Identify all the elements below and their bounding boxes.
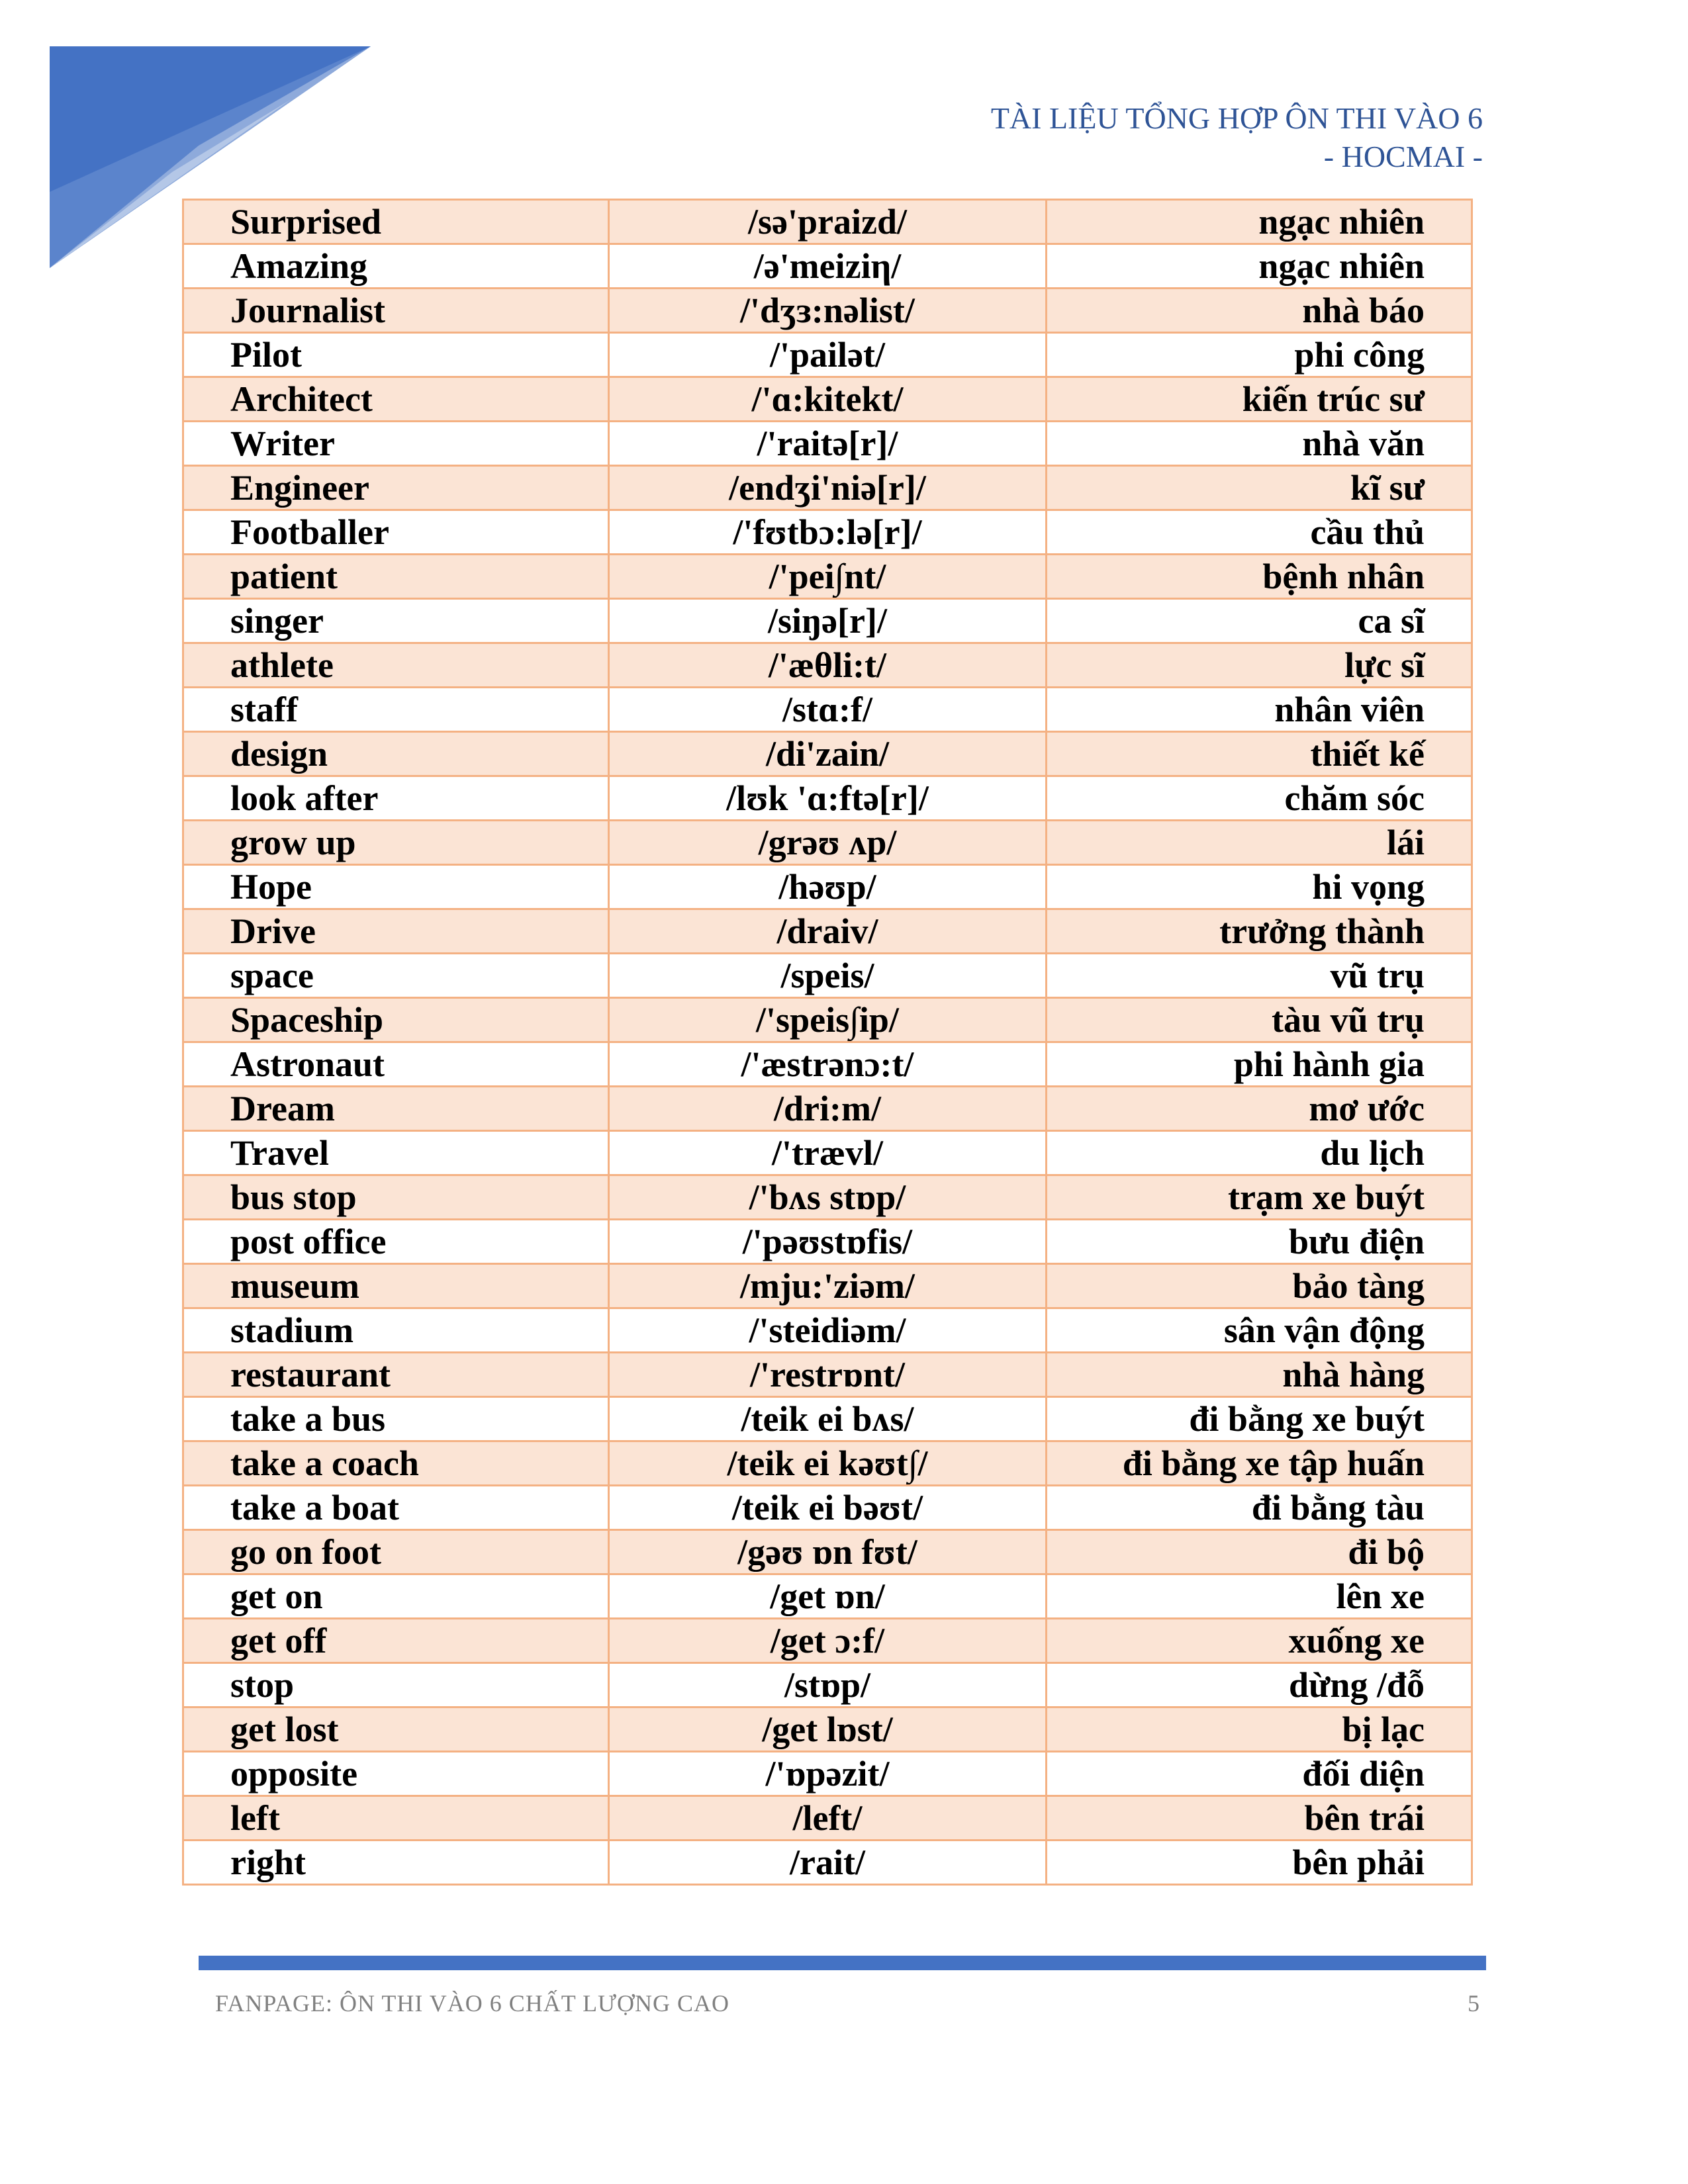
table-row xyxy=(183,333,1472,377)
table-row xyxy=(183,1841,1472,1885)
meaning-cell: nhà báo xyxy=(1047,289,1472,333)
table-row xyxy=(183,289,1472,333)
word-cell: get off xyxy=(183,1619,609,1663)
table-row xyxy=(183,555,1472,599)
meaning-cell: trạm xe buýt xyxy=(1047,1175,1472,1220)
meaning-cell: đi bằng xe tập huấn xyxy=(1047,1441,1472,1486)
meaning-cell: chăm sóc xyxy=(1047,776,1472,821)
word-cell: post office xyxy=(183,1220,609,1264)
meaning-cell: tàu vũ trụ xyxy=(1047,998,1472,1042)
meaning-cell: thiết kế xyxy=(1047,732,1472,776)
ipa-cell: /di'zain/ xyxy=(608,732,1047,776)
meaning-cell: phi hành gia xyxy=(1047,1042,1472,1087)
table-row xyxy=(183,998,1472,1042)
word-cell: take a bus xyxy=(183,1397,609,1441)
table-row xyxy=(183,1796,1472,1841)
table-row xyxy=(183,909,1472,954)
table-row xyxy=(183,732,1472,776)
word-cell: Architect xyxy=(183,377,609,422)
table-row xyxy=(183,1441,1472,1486)
ipa-cell: /speis/ xyxy=(608,954,1047,998)
meaning-cell: kiến trúc sư xyxy=(1047,377,1472,422)
ipa-cell: /'ɑ:kitekt/ xyxy=(608,377,1047,422)
ipa-cell: /get ɔ:f/ xyxy=(608,1619,1047,1663)
meaning-cell: đi bộ xyxy=(1047,1530,1472,1574)
word-cell: get on xyxy=(183,1574,609,1619)
word-cell: restaurant xyxy=(183,1353,609,1397)
meaning-cell: du lịch xyxy=(1047,1131,1472,1175)
table-row xyxy=(183,599,1472,643)
word-cell: bus stop xyxy=(183,1175,609,1220)
word-cell: look after xyxy=(183,776,609,821)
word-cell: opposite xyxy=(183,1752,609,1796)
ipa-cell: /sə'praizd/ xyxy=(608,200,1047,244)
word-cell: Dream xyxy=(183,1087,609,1131)
word-cell: patient xyxy=(183,555,609,599)
ipa-cell: /'æstrənɔ:t/ xyxy=(608,1042,1047,1087)
ipa-cell: /'ɒpəzit/ xyxy=(608,1752,1047,1796)
vocabulary-table-body xyxy=(183,200,1472,1885)
word-cell: staff xyxy=(183,688,609,732)
meaning-cell: cầu thủ xyxy=(1047,510,1472,555)
table-row xyxy=(183,643,1472,688)
ipa-cell: /siŋə[r]/ xyxy=(608,599,1047,643)
ipa-cell: /həʊp/ xyxy=(608,865,1047,909)
word-cell: Pilot xyxy=(183,333,609,377)
table-row xyxy=(183,200,1472,244)
header-subtitle: - HOCMAI - xyxy=(1323,140,1483,173)
ipa-cell: /grəʊ ʌp/ xyxy=(608,821,1047,865)
table-row xyxy=(183,1308,1472,1353)
ipa-cell: /draiv/ xyxy=(608,909,1047,954)
ipa-cell: /'fʊtbɔ:lə[r]/ xyxy=(608,510,1047,555)
ipa-cell: /'speis∫ip/ xyxy=(608,998,1047,1042)
word-cell: left xyxy=(183,1796,609,1841)
ipa-cell: /'trævl/ xyxy=(608,1131,1047,1175)
footer-fanpage-text: FANPAGE: ÔN THI VÀO 6 CHẤT LƯỢNG CAO xyxy=(215,1990,729,2017)
ipa-cell: /gəʊ ɒn fʊt/ xyxy=(608,1530,1047,1574)
word-cell: stadium xyxy=(183,1308,609,1353)
ipa-cell: /rait/ xyxy=(608,1841,1047,1885)
table-row xyxy=(183,1619,1472,1663)
table-row xyxy=(183,1087,1472,1131)
word-cell: take a coach xyxy=(183,1441,609,1486)
word-cell: take a boat xyxy=(183,1486,609,1530)
table-row xyxy=(183,510,1472,555)
table-row xyxy=(183,688,1472,732)
meaning-cell: ngạc nhiên xyxy=(1047,200,1472,244)
ipa-cell: /'æθli:t/ xyxy=(608,643,1047,688)
ipa-cell: /endʒi'niə[r]/ xyxy=(608,466,1047,510)
word-cell: singer xyxy=(183,599,609,643)
meaning-cell: lái xyxy=(1047,821,1472,865)
ipa-cell: /teik ei kəʊt∫/ xyxy=(608,1441,1047,1486)
meaning-cell: hi vọng xyxy=(1047,865,1472,909)
table-row xyxy=(183,1264,1472,1308)
word-cell: stop xyxy=(183,1663,609,1707)
ipa-cell: /'steidiəm/ xyxy=(608,1308,1047,1353)
ipa-cell: /stɑ:f/ xyxy=(608,688,1047,732)
word-cell: museum xyxy=(183,1264,609,1308)
table-row xyxy=(183,1042,1472,1087)
ipa-cell: /'pəʊstɒfis/ xyxy=(608,1220,1047,1264)
table-row xyxy=(183,1397,1472,1441)
meaning-cell: dừng /đỗ xyxy=(1047,1663,1472,1707)
ipa-cell: /get lɒst/ xyxy=(608,1707,1047,1752)
word-cell: get lost xyxy=(183,1707,609,1752)
meaning-cell: lực sĩ xyxy=(1047,643,1472,688)
meaning-cell: bên phải xyxy=(1047,1841,1472,1885)
meaning-cell: đi bằng xe buýt xyxy=(1047,1397,1472,1441)
header-title: TÀI LIỆU TỔNG HỢP ÔN THI VÀO 6 xyxy=(990,101,1483,135)
ipa-cell: /ə'meiziη/ xyxy=(608,244,1047,289)
table-row xyxy=(183,244,1472,289)
table-row xyxy=(183,1663,1472,1707)
table-row xyxy=(183,466,1472,510)
ipa-cell: /'dʒɜ:nəlist/ xyxy=(608,289,1047,333)
table-row xyxy=(183,1353,1472,1397)
table-row xyxy=(183,1752,1472,1796)
ipa-cell: /'pailət/ xyxy=(608,333,1047,377)
meaning-cell: bưu điện xyxy=(1047,1220,1472,1264)
ipa-cell: /get ɒn/ xyxy=(608,1574,1047,1619)
word-cell: Travel xyxy=(183,1131,609,1175)
meaning-cell: nhà văn xyxy=(1047,422,1472,466)
meaning-cell: nhân viên xyxy=(1047,688,1472,732)
word-cell: right xyxy=(183,1841,609,1885)
table-row xyxy=(183,1131,1472,1175)
meaning-cell: bảo tàng xyxy=(1047,1264,1472,1308)
table-row xyxy=(183,422,1472,466)
meaning-cell: kĩ sư xyxy=(1047,466,1472,510)
word-cell: athlete xyxy=(183,643,609,688)
ipa-cell: /dri:m/ xyxy=(608,1087,1047,1131)
ipa-cell: /teik ei bəʊt/ xyxy=(608,1486,1047,1530)
table-row xyxy=(183,865,1472,909)
meaning-cell: đi bằng tàu xyxy=(1047,1486,1472,1530)
meaning-cell: trưởng thành xyxy=(1047,909,1472,954)
table-row xyxy=(183,1530,1472,1574)
ipa-cell: /left/ xyxy=(608,1796,1047,1841)
meaning-cell: bệnh nhân xyxy=(1047,555,1472,599)
word-cell: Amazing xyxy=(183,244,609,289)
document-header xyxy=(991,99,1483,176)
meaning-cell: bên trái xyxy=(1047,1796,1472,1841)
table-row xyxy=(183,1574,1472,1619)
word-cell: Spaceship xyxy=(183,998,609,1042)
meaning-cell: mơ ước xyxy=(1047,1087,1472,1131)
word-cell: Hope xyxy=(183,865,609,909)
word-cell: grow up xyxy=(183,821,609,865)
word-cell: Drive xyxy=(183,909,609,954)
word-cell: space xyxy=(183,954,609,998)
table-row xyxy=(183,1486,1472,1530)
footer-bar xyxy=(199,1956,1486,1970)
vocabulary-table xyxy=(182,199,1473,1886)
ipa-cell: /teik ei bʌs/ xyxy=(608,1397,1047,1441)
word-cell: Surprised xyxy=(183,200,609,244)
word-cell: Astronaut xyxy=(183,1042,609,1087)
word-cell: Writer xyxy=(183,422,609,466)
page-number: 5 xyxy=(1468,1990,1479,2017)
word-cell: Engineer xyxy=(183,466,609,510)
word-cell: Journalist xyxy=(183,289,609,333)
meaning-cell: bị lạc xyxy=(1047,1707,1472,1752)
word-cell: go on foot xyxy=(183,1530,609,1574)
table-row xyxy=(183,776,1472,821)
word-cell: design xyxy=(183,732,609,776)
meaning-cell: phi công xyxy=(1047,333,1472,377)
meaning-cell: lên xe xyxy=(1047,1574,1472,1619)
meaning-cell: ngạc nhiên xyxy=(1047,244,1472,289)
table-row xyxy=(183,1707,1472,1752)
word-cell: Footballer xyxy=(183,510,609,555)
table-row xyxy=(183,821,1472,865)
meaning-cell: sân vận động xyxy=(1047,1308,1472,1353)
meaning-cell: nhà hàng xyxy=(1047,1353,1472,1397)
meaning-cell: đối diện xyxy=(1047,1752,1472,1796)
table-row xyxy=(183,377,1472,422)
ipa-cell: /lʊk 'ɑ:ftə[r]/ xyxy=(608,776,1047,821)
meaning-cell: vũ trụ xyxy=(1047,954,1472,998)
table-row xyxy=(183,1175,1472,1220)
ipa-cell: /'restrɒnt/ xyxy=(608,1353,1047,1397)
meaning-cell: ca sĩ xyxy=(1047,599,1472,643)
ipa-cell: /'bʌs stɒp/ xyxy=(608,1175,1047,1220)
meaning-cell: xuống xe xyxy=(1047,1619,1472,1663)
table-row xyxy=(183,954,1472,998)
ipa-cell: /stɒp/ xyxy=(608,1663,1047,1707)
ipa-cell: /'pei∫nt/ xyxy=(608,555,1047,599)
ipa-cell: /'raitə[r]/ xyxy=(608,422,1047,466)
ipa-cell: /mju:'ziəm/ xyxy=(608,1264,1047,1308)
table-row xyxy=(183,1220,1472,1264)
